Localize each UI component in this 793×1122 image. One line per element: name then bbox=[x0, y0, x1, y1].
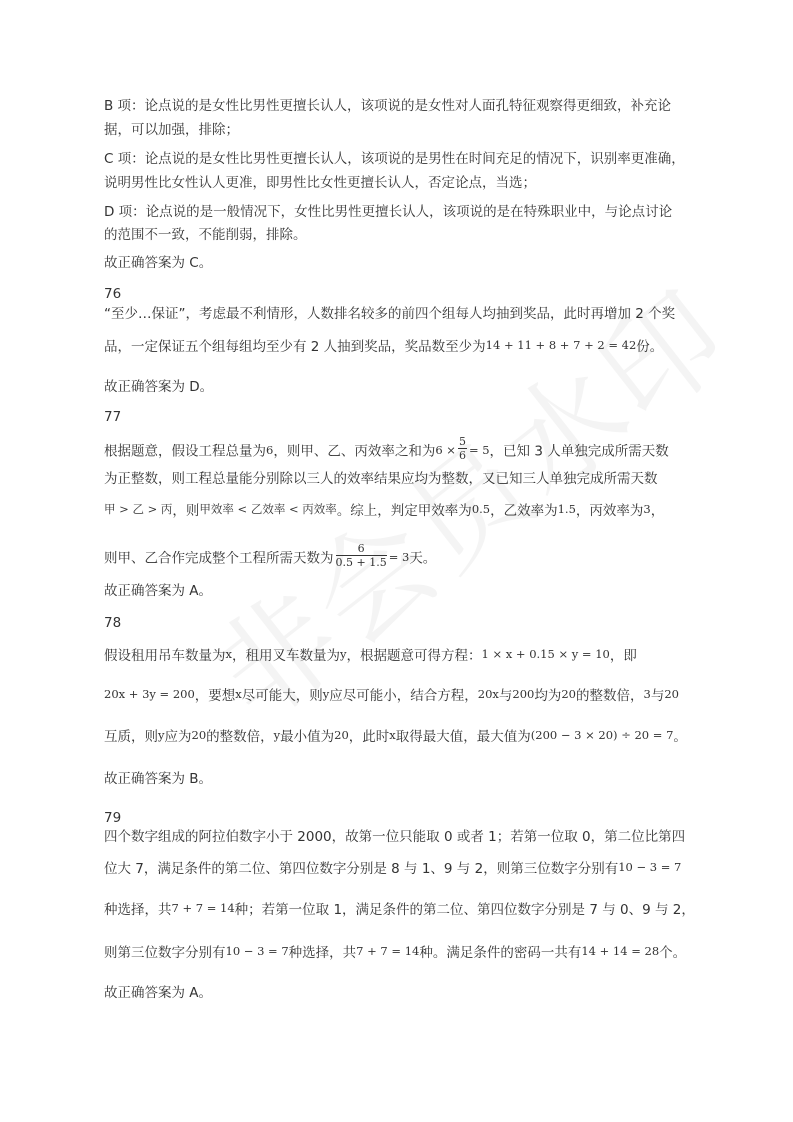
q79-expr-3: 10 − 3 = 7 bbox=[225, 944, 289, 958]
q78-t3: ，根据题意可得方程： bbox=[346, 648, 482, 664]
q77-t8: ， bbox=[650, 503, 665, 519]
option-c-line1: C 项：论点说的是女性比男性更擅长认人，该项说的是男性在时间充足的情况下，识别率更准确， bbox=[104, 151, 685, 167]
q78-t10: 的整数倍， bbox=[576, 688, 644, 704]
q77-m-post: = 5 bbox=[468, 442, 490, 457]
q77-line2: 为正整数，则工程总量能分别除以三人的效率结果应均为整数，又已知三人单独完成所需天数 bbox=[104, 471, 658, 487]
q78-equation-1: 1 × x + 0.15 × y = 10 bbox=[481, 647, 610, 661]
answer-75: 故正确答案为 C。 bbox=[104, 255, 213, 271]
q78-equation-2: 20x + 3y = 200 bbox=[104, 687, 195, 701]
q78-t6: 尽可能大，则 bbox=[241, 688, 323, 704]
option-d-line2: 的范围不一致，不能削弱，排除。 bbox=[104, 227, 307, 243]
q79-t1: 位大 7，满足条件的第二位、第四位数字分别是 8 与 1、9 与 2，则第三位数字分别有 bbox=[104, 861, 619, 877]
q78-t1: 假设租用吊车数量为 bbox=[104, 648, 226, 664]
q77-m-v2: 1.5 bbox=[557, 502, 576, 516]
q78-t11: 与 bbox=[650, 688, 665, 704]
q78-m-x: x bbox=[225, 647, 232, 661]
q79-line4 bbox=[104, 940, 698, 966]
q77-fraction-2-den: 0.5 + 1.5 bbox=[335, 556, 387, 569]
q76-formula: 14 + 11 + 8 + 7 + 2 = 42 bbox=[485, 338, 637, 352]
q78-t5: ，要想 bbox=[194, 688, 236, 704]
q77-line1 bbox=[104, 435, 698, 465]
q78-m-20b: 20 bbox=[664, 687, 679, 701]
q78-t17: 取得最大值，最大值为 bbox=[395, 729, 531, 745]
q79-expr-5: 14 + 14 = 28 bbox=[581, 944, 660, 958]
q79-t5: 种选择，共 bbox=[288, 945, 357, 961]
q78-line2 bbox=[104, 683, 698, 709]
q78-m-20c: 20 bbox=[191, 728, 207, 742]
q77-t2: ，则甲、乙、丙效率之和为 bbox=[273, 443, 436, 460]
q78-m-y4: y bbox=[273, 728, 281, 742]
answer-77: 故正确答案为 A。 bbox=[104, 583, 213, 599]
q78-t9: 均为 bbox=[534, 688, 562, 704]
q78-t16: ，此时 bbox=[348, 729, 390, 745]
q78-m-x2: x bbox=[235, 687, 242, 701]
q78-m-x3: x bbox=[389, 728, 396, 742]
q79-t7: 个。 bbox=[659, 945, 687, 961]
q79-expr-4: 7 + 7 = 14 bbox=[356, 944, 420, 958]
q79-t4: 则第三位数字分别有 bbox=[104, 945, 226, 961]
q78-line1 bbox=[104, 643, 698, 669]
answer-79: 故正确答案为 A。 bbox=[104, 985, 213, 1001]
q79-t6: 种。满足条件的密码一共有 bbox=[419, 945, 582, 961]
q77-t1: 根据题意，假设工程总量为 bbox=[104, 443, 266, 460]
q79-expr-1: 10 − 3 = 7 bbox=[618, 860, 682, 874]
q78-t8: 与 bbox=[498, 688, 513, 704]
q79-line1: 四个数字组成的阿拉伯数字小于 2000，故第一位只能取 0 或者 1；若第一位取 0，第二位比第四 bbox=[104, 829, 686, 845]
option-d-line1: D 项：论点说的是一般情况下，女性比男性更擅长认人，该项说的是在特殊职业中，与论点讨论 bbox=[104, 204, 673, 220]
q79-expr-2: 7 + 7 = 14 bbox=[171, 901, 235, 915]
q77-m-v3: 3 bbox=[643, 502, 651, 516]
q77-t9: 则甲、乙合作完成整个工程所需天数为 bbox=[104, 550, 334, 567]
option-b-line2: 据，可以加强，排除； bbox=[104, 122, 239, 138]
q77-m-six: 6 bbox=[266, 442, 274, 457]
q77-m-v1: 0.5 bbox=[471, 502, 491, 516]
q79-line2 bbox=[104, 856, 698, 882]
q77-t4: ，则 bbox=[172, 503, 200, 519]
q79-t3: 种；若第一位取 1，满足条件的第二位、第四位数字分别是 7 与 0、9 与 2， bbox=[234, 902, 695, 918]
q78-t4: ，即 bbox=[609, 648, 637, 664]
q78-t15: 最小值为 bbox=[280, 729, 335, 745]
q78-t7: 应尽可能小，结合方程， bbox=[329, 688, 478, 704]
question-number-76: 76 bbox=[104, 286, 122, 302]
q78-m-20x: 20x bbox=[477, 687, 499, 701]
q76-line2 bbox=[104, 334, 698, 360]
answer-76: 故正确答案为 D。 bbox=[104, 379, 214, 395]
q79-t2: 种选择，共 bbox=[104, 902, 172, 918]
q77-fraction-2-num: 6 bbox=[336, 542, 387, 556]
q78-m-y2: y bbox=[322, 687, 330, 701]
q77-t5: 。综上，判定甲效率为 bbox=[336, 503, 472, 519]
q78-t2: ，租用叉车数量为 bbox=[232, 648, 340, 664]
q77-fraction-num: 5 bbox=[458, 435, 466, 448]
q78-t12: 互质，则 bbox=[104, 729, 158, 745]
q76-text-b: 份。 bbox=[636, 339, 664, 355]
question-number-78: 78 bbox=[104, 615, 122, 631]
q78-t13: 应为 bbox=[164, 729, 192, 745]
q76-line1: “至少…保证”，考虑最不利情形，人数排名较多的前四个组每人均抽到奖品，此时再增加 2 个奖 bbox=[104, 306, 676, 322]
q79-line3 bbox=[104, 897, 698, 923]
q78-m-200: 200 bbox=[512, 687, 535, 701]
q77-t6: ，乙效率为 bbox=[490, 503, 558, 519]
q77-line3 bbox=[104, 498, 698, 524]
q78-line3 bbox=[104, 724, 698, 750]
question-number-77: 77 bbox=[104, 409, 122, 425]
q77-line4 bbox=[104, 542, 698, 572]
q76-text-a: 品，一定保证五个组每组均至少有 2 人抽到奖品，奖品数至少为 bbox=[104, 339, 486, 355]
q78-t14: 的整数倍， bbox=[206, 729, 274, 745]
q78-m-20d: 20 bbox=[334, 728, 349, 742]
q78-m-y3: y bbox=[158, 728, 165, 742]
q78-m-20: 20 bbox=[561, 687, 576, 701]
option-b-line1: B 项：论点说的是女性比男性更擅长认人，该项说的是女性对人面孔特征观察得更细致，补充论 bbox=[104, 98, 672, 114]
q78-t18: 。 bbox=[673, 729, 687, 745]
question-number-79: 79 bbox=[104, 810, 122, 826]
option-c-line2: 说明男性比女性认人更准，即男性比女性更擅长认人，否定论点，当选； bbox=[104, 175, 536, 191]
q77-fraction-den: 6 bbox=[458, 449, 466, 462]
q77-t7: ，丙效率为 bbox=[575, 503, 644, 519]
q77-m-pre: 6 × bbox=[435, 442, 456, 457]
q77-fraction-2 bbox=[336, 542, 387, 569]
q77-t10: 天。 bbox=[409, 550, 437, 567]
q77-fraction bbox=[458, 435, 467, 462]
q77-t3: ，已知 3 人单独完成所需天数 bbox=[489, 443, 669, 460]
answer-78: 故正确答案为 B。 bbox=[104, 771, 213, 787]
q77-inequality-2: 甲效率 < 乙效率 < 丙效率 bbox=[199, 502, 337, 516]
q78-m-3: 3 bbox=[643, 687, 651, 701]
q78-equation-3: (200 − 3 × 20) ÷ 20 = 7 bbox=[530, 728, 674, 742]
q77-inequality-1: 甲 > 乙 > 丙 bbox=[104, 502, 173, 516]
q77-m-f2post: = 3 bbox=[388, 549, 410, 564]
q78-m-y: y bbox=[340, 647, 347, 661]
